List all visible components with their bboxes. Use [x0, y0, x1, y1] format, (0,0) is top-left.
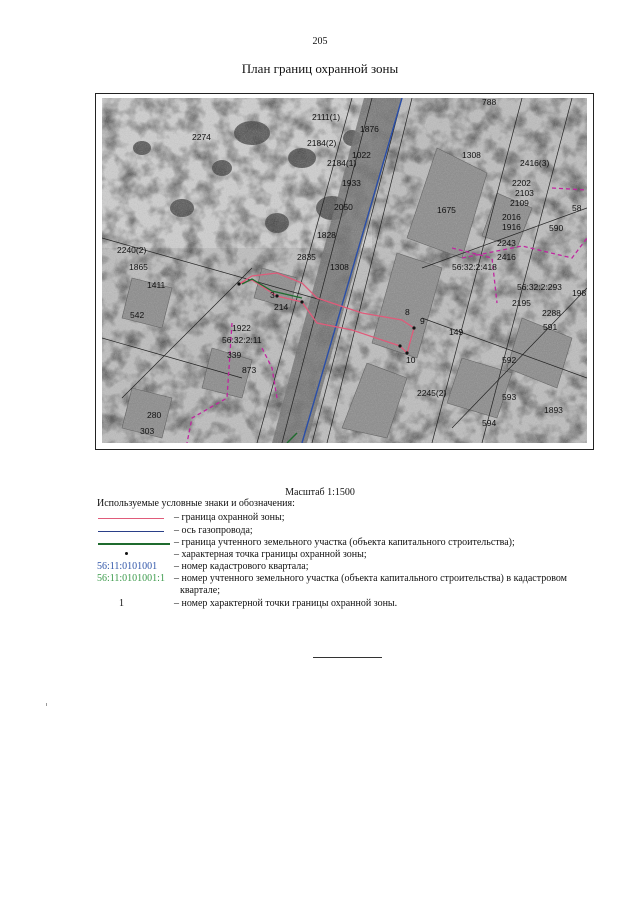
map-label: 788	[482, 98, 497, 107]
map-label: 198	[572, 288, 587, 298]
characteristic-point-icon	[125, 552, 128, 555]
map-label: 1922	[232, 323, 251, 333]
map-label: 56:32:2:293	[517, 282, 562, 292]
page-title: План границ охранной зоны	[241, 61, 399, 76]
map-label: 2245(2)	[417, 388, 447, 398]
map-label: 542	[130, 310, 145, 320]
boundary-map	[95, 93, 594, 450]
aerial-photo-map	[102, 98, 587, 443]
map-label: 2184(2)	[307, 138, 337, 148]
map-label: 2274	[192, 132, 211, 142]
gas-axis-line-icon	[98, 531, 164, 532]
map-label: 2416	[497, 252, 516, 262]
parcel-number-code: 56:11:0101001:1	[97, 573, 165, 584]
map-label: 2109	[510, 198, 529, 208]
page-number: 205	[312, 36, 328, 47]
map-label: 1893	[544, 405, 563, 415]
legend-item-protection-zone	[97, 512, 587, 526]
map-label: 2835	[297, 252, 316, 262]
map-label: 1876	[360, 124, 379, 134]
map-label: 8	[405, 307, 410, 317]
map-label: 590	[549, 223, 564, 233]
map-label: 591	[543, 322, 558, 332]
map-label: 1828	[317, 230, 336, 240]
map-label: 2416(3)	[520, 158, 550, 168]
map-label: 339	[227, 350, 242, 360]
map-label: 2111(1)	[312, 112, 341, 122]
scan-mark	[46, 703, 47, 706]
legend-text: – номер характерной точки границы охранной зоны.	[174, 598, 398, 609]
map-label: 2243	[497, 238, 516, 248]
map-label: 1308	[462, 150, 481, 160]
map-label: 1865	[129, 262, 148, 272]
map-label: 2195	[512, 298, 531, 308]
map-label: 1411	[147, 280, 166, 290]
map-label: 280	[147, 410, 162, 420]
separator-line	[313, 657, 382, 658]
map-label: 1675	[437, 205, 456, 215]
map-label: 593	[502, 392, 517, 402]
protection-zone-line-icon	[98, 518, 164, 519]
map-label: 592	[502, 355, 517, 365]
map-label: 1933	[342, 178, 361, 188]
legend-text: – граница охранной зоны;	[174, 512, 285, 523]
map-label: 2184(1)	[327, 158, 357, 168]
map-label: 1308	[330, 262, 349, 272]
legend-text: – номер кадастрового квартала;	[174, 561, 309, 572]
map-label: 873	[242, 365, 257, 375]
legend-text: – характерная точка границы охранной зоны;	[174, 549, 367, 560]
map-label: 56:32:2:11	[222, 335, 262, 345]
legend-text: – номер учтенного земельного участка (объекта капитального строительства) в кадастровом квартале;	[174, 573, 568, 596]
point-number-code: 1	[119, 598, 124, 609]
legend-heading: Используемые условные знаки и обозначения:	[97, 498, 295, 509]
map-label: 2050	[334, 202, 353, 212]
legend-text: – граница учтенного земельного участка (объекта капитального строительства);	[174, 537, 515, 548]
map-label: 303	[140, 426, 155, 436]
map-label: 1916	[502, 222, 521, 232]
registered-parcel-line-icon	[98, 543, 170, 545]
map-label: 10	[406, 355, 416, 365]
map-label: 2240(2)	[117, 245, 147, 255]
map-label: 2202	[512, 178, 531, 188]
map-label: 1022	[352, 150, 371, 160]
legend-text: – ось газопровода;	[174, 525, 253, 536]
legend-item-parcel-number	[97, 573, 587, 599]
legend-item-point-number	[97, 598, 587, 612]
map-label: 58	[572, 203, 582, 213]
map-label: 9	[420, 316, 425, 326]
map-label: 3	[270, 290, 275, 300]
map-label: 214	[274, 302, 289, 312]
map-label: 2016	[502, 212, 521, 222]
map-label: 149	[449, 327, 464, 337]
cadastral-quarter-code: 56:11:0101001	[97, 561, 158, 572]
map-label: 56:32:2:418	[452, 262, 497, 272]
map-label: 2103	[515, 188, 534, 198]
map-label: 594	[482, 418, 497, 428]
map-scale: Масштаб 1:1500	[285, 487, 355, 498]
map-label: 2288	[542, 308, 561, 318]
